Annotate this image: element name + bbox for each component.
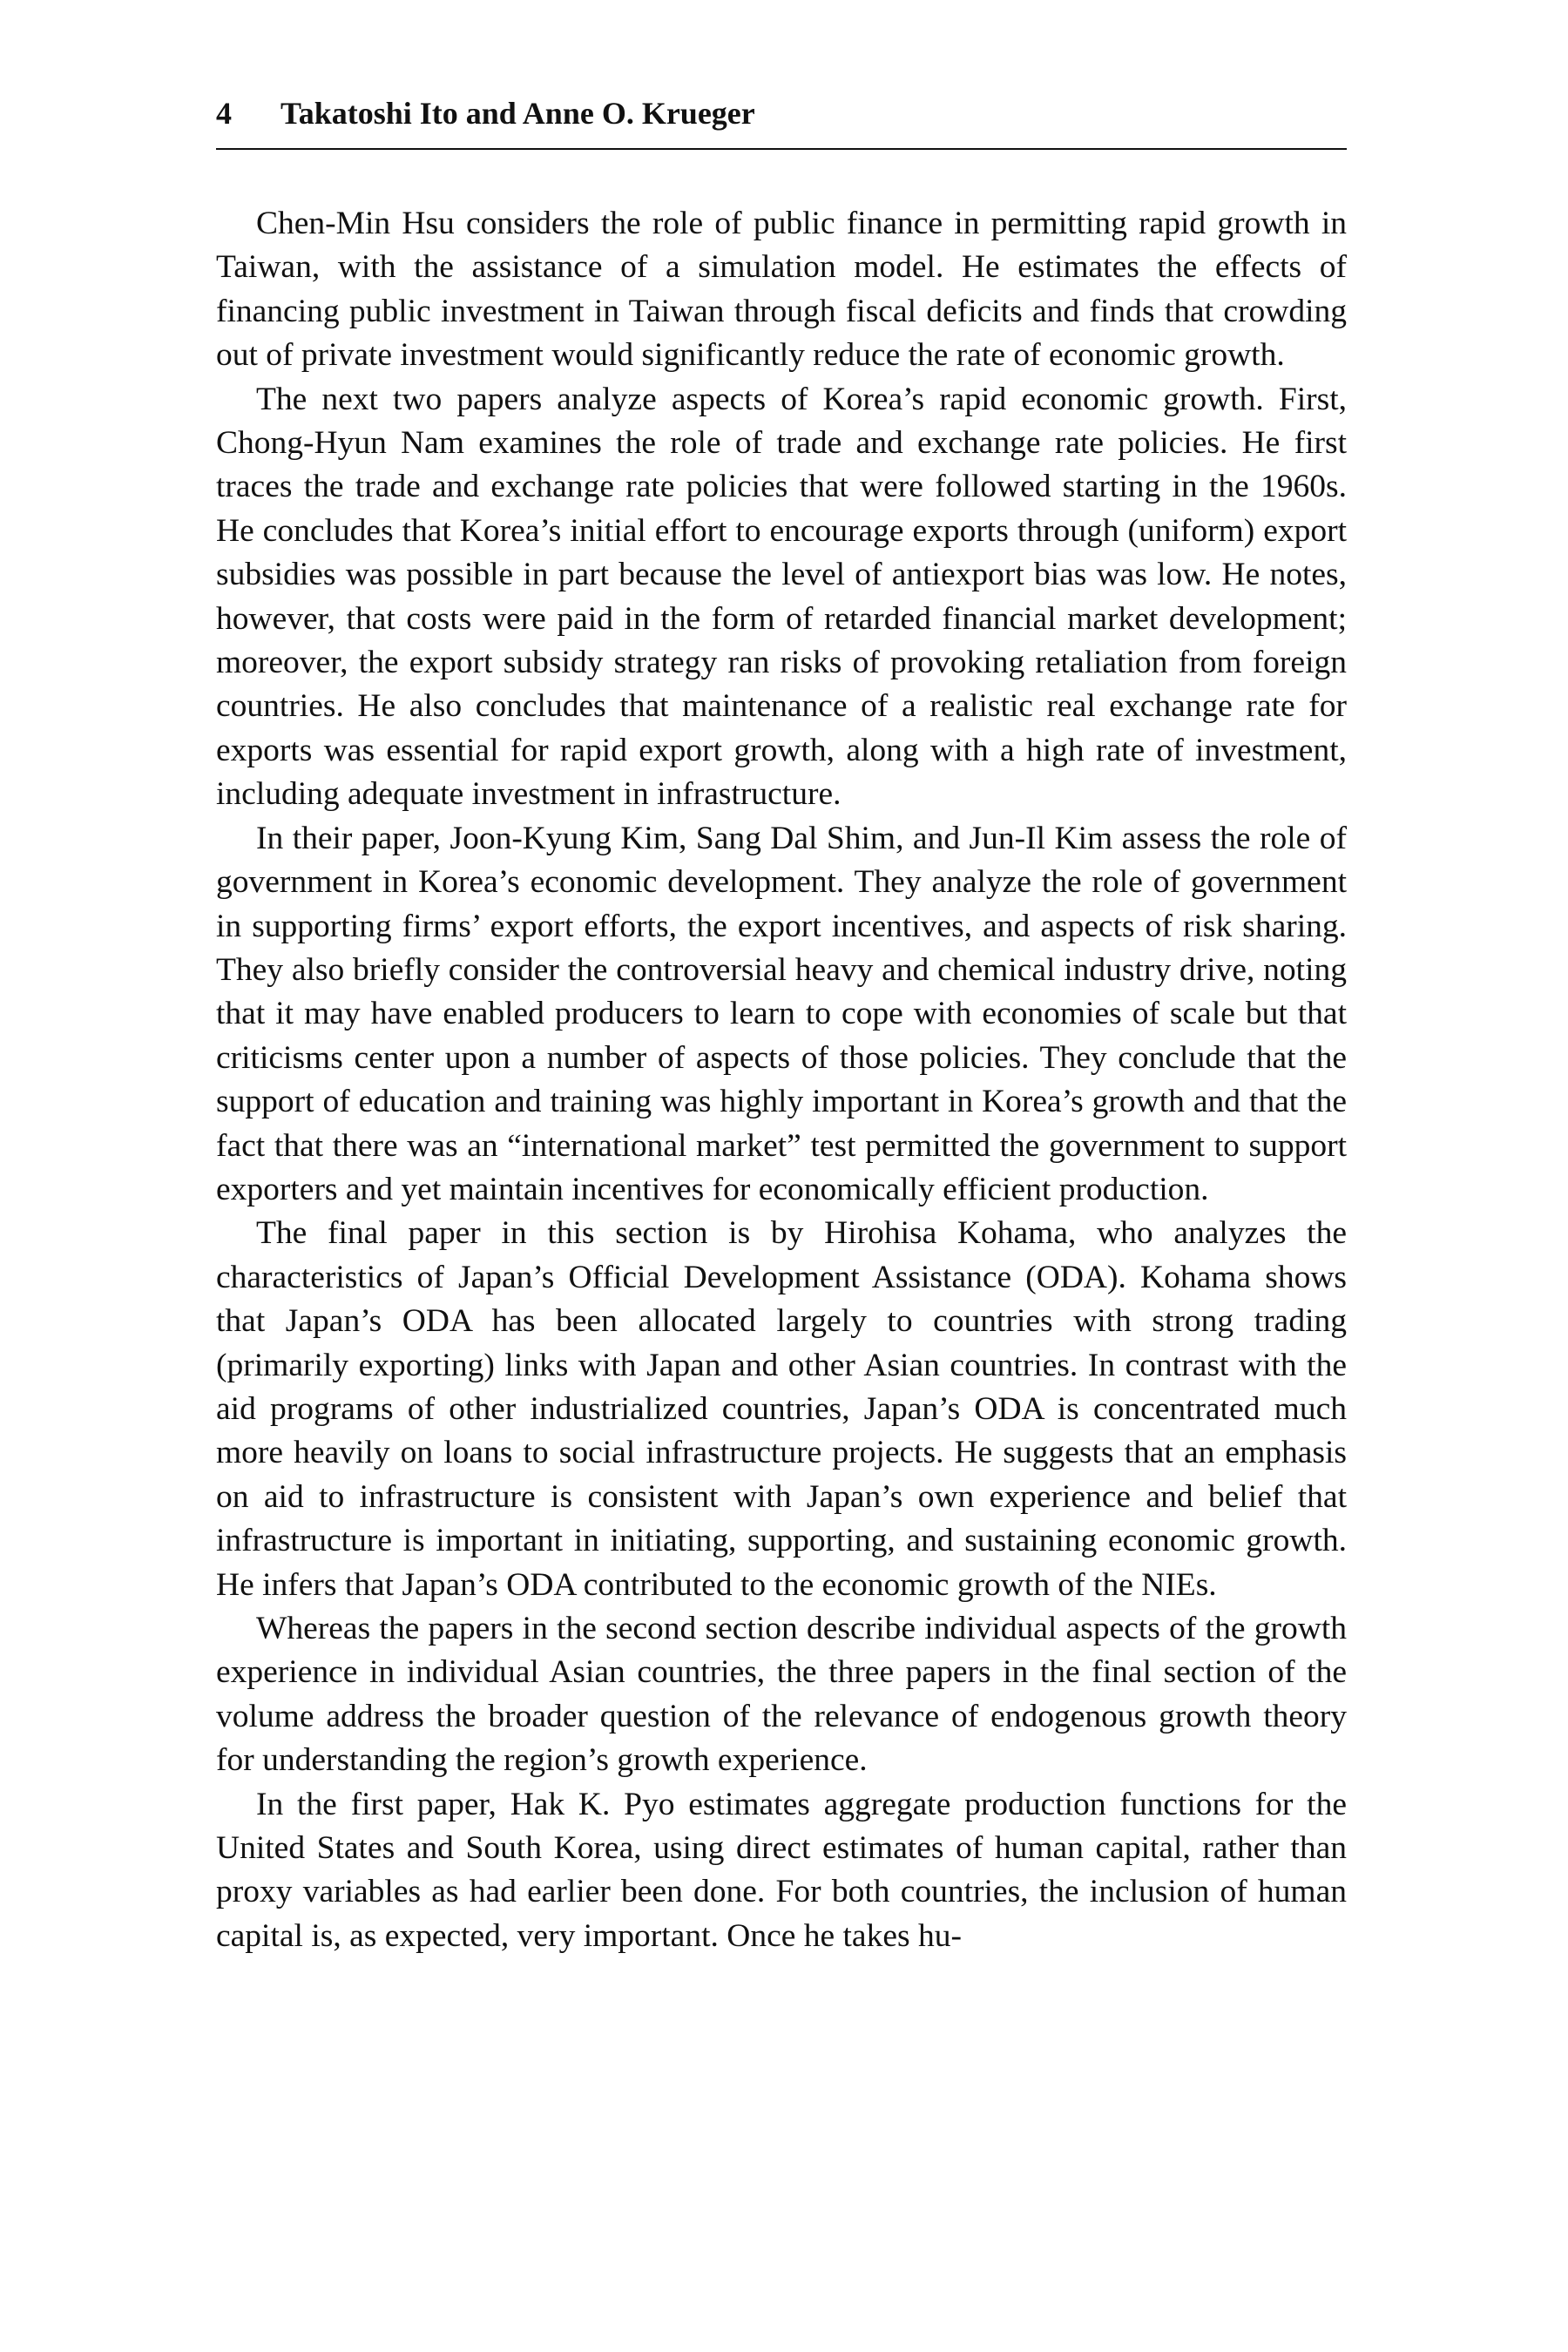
- paragraph: In the first paper, Hak K. Pyo estimates aggregate production functions for the United States and South Korea, using direct estimates of human capital, rather than proxy variables as had earlier been done. For both countries, the inclusion of human capital is, as expected, very important. Once he takes hu-: [216, 1786, 1347, 1954]
- page-number: 4: [216, 96, 232, 131]
- running-head: Takatoshi Ito and Anne O. Krueger: [280, 96, 755, 131]
- paragraph: The next two papers analyze aspects of Korea’s rapid economic growth. First, Chong-Hyun Nam examines the role of trade and exchange rate policies. He first traces the trade and exchange rate policies that were followed starting in the 1960s. He concludes that Korea’s initial effort to encourage exports through (uniform) export subsidies was possible in part because the level of antiexport bias was low. He notes, however, that costs were paid in the form of retarded financial market development; moreover, the export subsidy strategy ran risks of provoking retaliation from foreign countries. He also concludes that maintenance of a realistic real exchange rate for exports was essential for rapid export growth, along with a high rate of investment, including adequate investment in infrastructure.: [216, 381, 1347, 813]
- paragraph: Whereas the papers in the second section describe individual aspects of the growth experience in individual Asian countries, the three papers in the final section of the volume address the broader question of the relevance of endogenous growth theory for understanding the region’s growth experience.: [216, 1611, 1347, 1779]
- paragraph: Chen-Min Hsu considers the role of public finance in permitting rapid growth in Taiwan, with the assistance of a simulation model. He estimates the effects of financing public investment in Taiwan through fiscal deficits and finds that crowding out of private investment would significantly reduce the rate of economic growth.: [216, 206, 1347, 374]
- running-header: [216, 94, 1347, 150]
- body-text: [216, 202, 1347, 1958]
- paragraph: In their paper, Joon-Kyung Kim, Sang Dal Shim, and Jun-Il Kim assess the role of government in Korea’s economic development. They analyze the role of government in supporting firms’ export efforts, the export incentives, and aspects of risk sharing. They also briefly consider the controversial heavy and chemical industry drive, noting that it may have enabled producers to learn to cope with economies of scale but that criticisms center upon a number of aspects of those policies. They conclude that the support of education and training was highly important in Korea’s growth and that the fact that there was an “international market” test permitted the government to support exporters and yet maintain incentives for economically efficient production.: [216, 820, 1347, 1207]
- paragraph: The final paper in this section is by Hirohisa Kohama, who analyzes the characteristics of Japan’s Official Development Assistance (ODA). Kohama shows that Japan’s ODA has been allocated largely to countries with strong trading (primarily exporting) links with Japan and other Asian countries. In contrast with the aid programs of other industrialized countries, Japan’s ODA is concentrated much more heavily on loans to social infrastructure projects. He suggests that an emphasis on aid to infrastructure is consistent with Japan’s own experience and belief that infrastructure is important in initiating, supporting, and sustaining economic growth. He infers that Japan’s ODA contributed to the economic growth of the NIEs.: [216, 1215, 1347, 1603]
